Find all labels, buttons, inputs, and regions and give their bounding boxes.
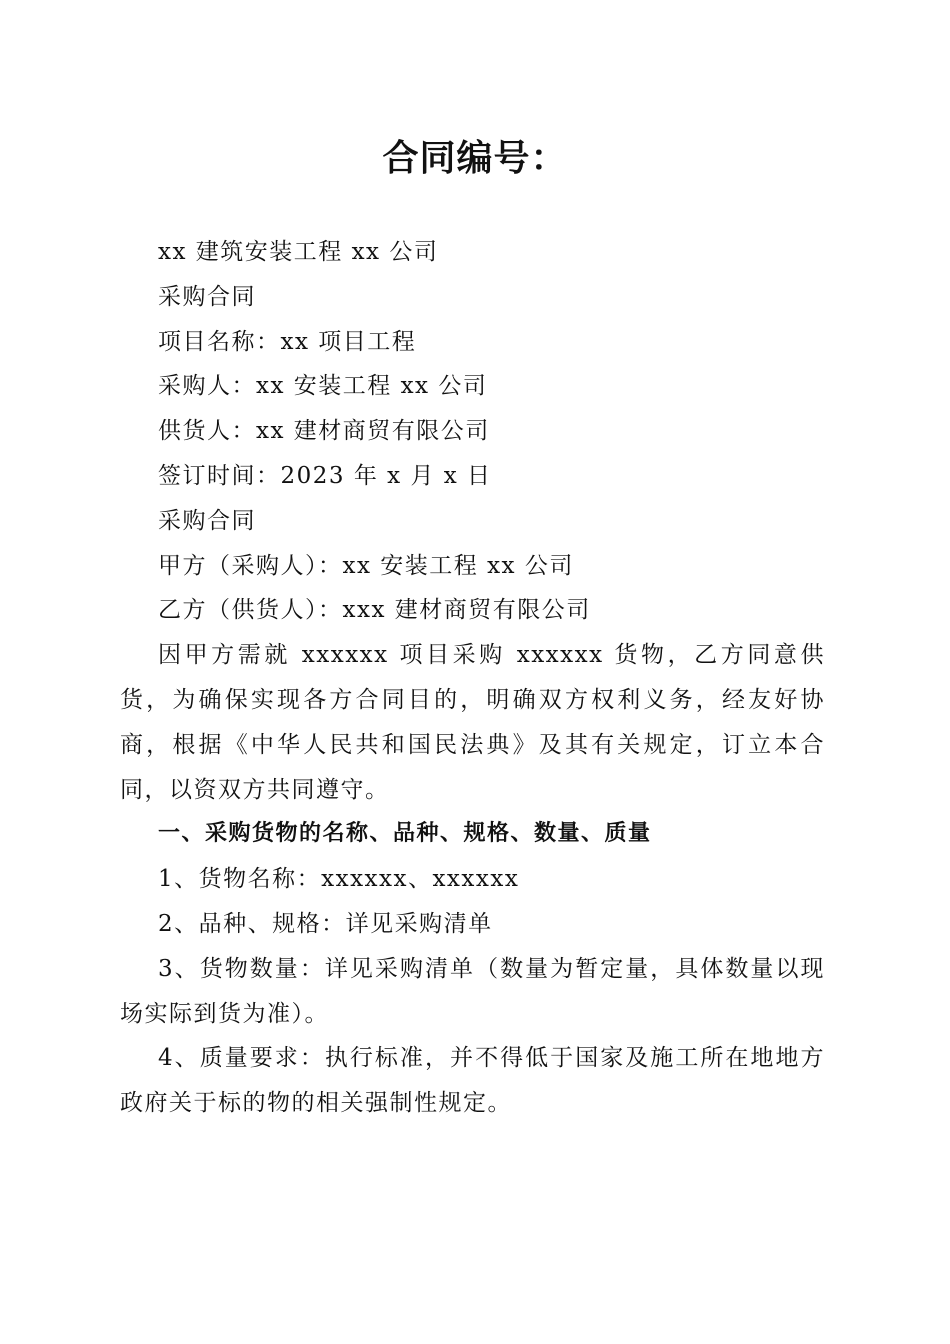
signing-date-line: 签订时间：2023 年 x 月 x 日 bbox=[158, 462, 492, 489]
company-name-line: xx 建筑安装工程 xx 公司 bbox=[158, 239, 439, 265]
project-name-line: 项目名称：xx 项目工程 bbox=[158, 328, 417, 355]
supplier-line: 供货人：xx 建材商贸有限公司 bbox=[158, 418, 490, 445]
quality-requirement-item: 4、质量要求：执行标准，并不得低于国家及施工所在地地方政府关于标的物的相关强制性规定。 bbox=[120, 1045, 825, 1117]
purchaser-line: 采购人：xx 安装工程 xx 公司 bbox=[158, 373, 488, 400]
contract-heading-line: 采购合同 bbox=[158, 507, 256, 534]
goods-quantity-item: 3、货物数量：详见采购清单（数量为暂定量，具体数量以现场实际到货为准）。 bbox=[120, 955, 825, 1027]
intro-paragraph: 因甲方需就 xxxxxx 项目采购 xxxxxx 货物，乙方同意供货，为确保实现各方合同目的，明确双方权利义务，经友好协商，根据《中华人民共和国民法典》及其有关规定，订立本合同，以资双方共同遵守。 bbox=[120, 642, 825, 803]
section-1-heading: 一、采购货物的名称、品种、规格、数量、质量 bbox=[158, 821, 652, 847]
party-b-line: 乙方（供货人）：xxx 建材商贸有限公司 bbox=[158, 597, 591, 624]
goods-name-item: 1、货物名称：xxxxxx、xxxxxx bbox=[158, 866, 520, 893]
party-a-line: 甲方（采购人）：xx 安装工程 xx 公司 bbox=[158, 552, 574, 579]
variety-spec-item: 2、品种、规格：详见采购清单 bbox=[158, 910, 493, 937]
contract-type-line: 采购合同 bbox=[158, 283, 256, 310]
document-body bbox=[120, 230, 825, 1126]
contract-number-title: 合同编号： bbox=[382, 138, 568, 179]
